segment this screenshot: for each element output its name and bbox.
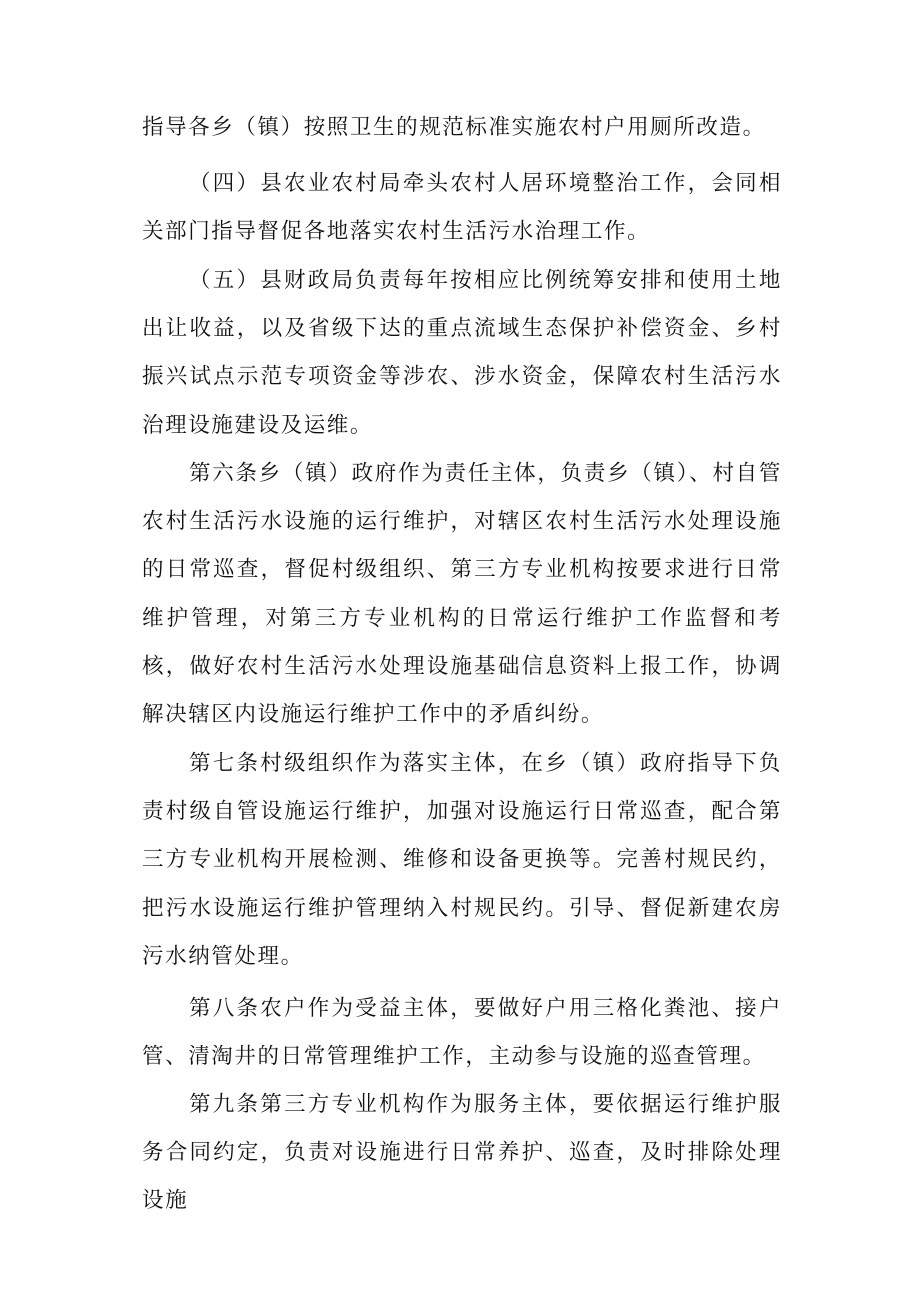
- paragraph-article-9: 第九条第三方专业机构作为服务主体，要依据运行维护服务合同约定，负责对设施进行日常养护、巡查，及时排除处理设施: [142, 1092, 782, 1214]
- paragraph-article-8: 第八条农户作为受益主体，要做好户用三格化粪池、接户管、清淘井的日常管理维护工作，主动参与设施的巡查管理。: [142, 996, 782, 1070]
- paragraph-article-6: 第六条乡（镇）政府作为责任主体，负责乡（镇）、村自管农村生活污水设施的运行维护，对辖区农村生活污水处理设施的日常巡查，督促村级组织、第三方专业机构按要求进行日常维护管理，对第三方专业机构的日常运行维护工作监督和考核，做好农村生活污水处理设施基础信息资料上报工作，协调解决辖区内设施运行维护工作中的矛盾纠纷。: [142, 461, 782, 728]
- paragraph-article-7: 第七条村级组织作为落实主体，在乡（镇）政府指导下负责村级自管设施运行维护，加强对设施运行日常巡查，配合第三方专业机构开展检测、维修和设备更换等。完善村规民约，把污水设施运行维护管理纳入村规民约。引导、督促新建农房污水纳管处理。: [142, 751, 782, 969]
- paragraph-item-4: （四）县农业农村局牵头农村人居环境整治工作，会同相关部门指导督促各地落实农村生活污水治理工作。: [142, 171, 782, 245]
- paragraph-item-5: （五）县财政局负责每年按相应比例统筹安排和使用土地出让收益，以及省级下达的重点流域生态保护补偿资金、乡村振兴试点示范专项资金等涉农、涉水资金，保障农村生活污水治理设施建设及运维。: [142, 268, 782, 438]
- paragraph-continuation: 指导各乡（镇）按照卫生的规范标准实施农村户用厕所改造。: [142, 115, 766, 140]
